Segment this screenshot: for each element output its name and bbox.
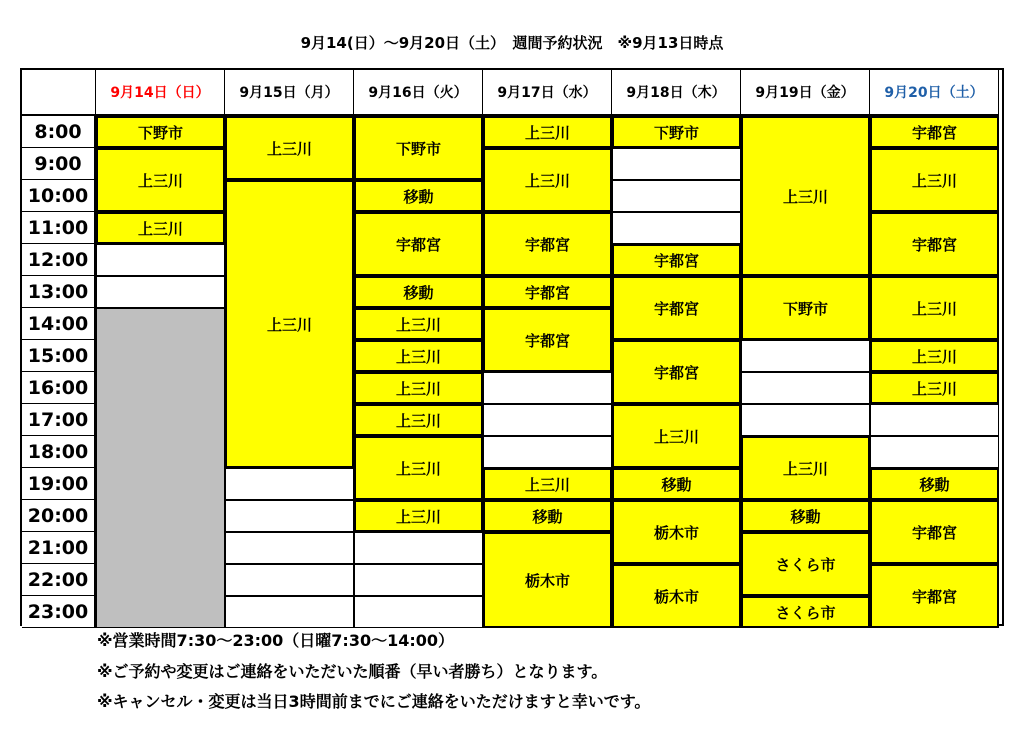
open-slot[interactable] bbox=[612, 148, 741, 180]
booking-block: 宇都宮 bbox=[870, 564, 999, 628]
page-title: 9月14(日）～9月20日（土） 週間予約状況 ※9月13日時点 bbox=[300, 34, 724, 52]
day-header: 9月16日（火） bbox=[354, 70, 483, 116]
time-label: 23:00 bbox=[22, 596, 96, 628]
booking-block: 上三川 bbox=[225, 180, 354, 468]
booking-block: 宇都宮 bbox=[612, 340, 741, 404]
booking-block: 上三川 bbox=[741, 436, 870, 500]
booking-block: 宇都宮 bbox=[870, 500, 999, 564]
booking-block: 上三川 bbox=[483, 148, 612, 212]
open-slot[interactable] bbox=[225, 468, 354, 500]
booking-block: 宇都宮 bbox=[483, 308, 612, 372]
open-slot[interactable] bbox=[96, 244, 225, 276]
open-slot[interactable] bbox=[870, 436, 999, 468]
day-header: 9月20日（土） bbox=[870, 70, 999, 116]
note-booking-order: ※ご予約や変更はご連絡をいただいた順番（早い者勝ち）となります。 bbox=[97, 662, 608, 681]
open-slot[interactable] bbox=[96, 276, 225, 308]
time-label: 11:00 bbox=[22, 212, 96, 244]
time-label: 13:00 bbox=[22, 276, 96, 308]
time-label: 16:00 bbox=[22, 372, 96, 404]
day-header: 9月18日（木） bbox=[612, 70, 741, 116]
booking-block: 上三川 bbox=[354, 404, 483, 436]
booking-block: 上三川 bbox=[870, 276, 999, 340]
booking-block: 下野市 bbox=[741, 276, 870, 340]
time-label: 18:00 bbox=[22, 436, 96, 468]
booking-block: 上三川 bbox=[483, 468, 612, 500]
open-slot[interactable] bbox=[225, 532, 354, 564]
booking-block: 下野市 bbox=[354, 116, 483, 180]
corner-cell bbox=[22, 70, 96, 116]
booking-block: 宇都宮 bbox=[612, 276, 741, 340]
day-header: 9月19日（金） bbox=[741, 70, 870, 116]
booking-block: さくら市 bbox=[741, 596, 870, 628]
booking-block: 宇都宮 bbox=[612, 244, 741, 276]
booking-block: さくら市 bbox=[741, 532, 870, 596]
booking-block: 上三川 bbox=[741, 116, 870, 276]
booking-block: 宇都宮 bbox=[354, 212, 483, 276]
booking-block: 上三川 bbox=[870, 372, 999, 404]
open-slot[interactable] bbox=[870, 404, 999, 436]
booking-block: 栃木市 bbox=[612, 564, 741, 628]
booking-block: 上三川 bbox=[354, 500, 483, 532]
open-slot[interactable] bbox=[741, 340, 870, 372]
time-label: 10:00 bbox=[22, 180, 96, 212]
booking-block: 上三川 bbox=[354, 372, 483, 404]
day-header: 9月17日（水） bbox=[483, 70, 612, 116]
time-label: 12:00 bbox=[22, 244, 96, 276]
open-slot[interactable] bbox=[612, 180, 741, 212]
open-slot[interactable] bbox=[354, 596, 483, 628]
time-label: 20:00 bbox=[22, 500, 96, 532]
booking-block: 下野市 bbox=[612, 116, 741, 148]
time-label: 15:00 bbox=[22, 340, 96, 372]
day-header: 9月15日（月） bbox=[225, 70, 354, 116]
booking-block: 上三川 bbox=[354, 340, 483, 372]
open-slot[interactable] bbox=[483, 404, 612, 436]
open-slot[interactable] bbox=[225, 564, 354, 596]
booking-block: 移動 bbox=[741, 500, 870, 532]
schedule-grid bbox=[20, 68, 1004, 626]
booking-block: 移動 bbox=[483, 500, 612, 532]
booking-block: 上三川 bbox=[96, 212, 225, 244]
time-label: 8:00 bbox=[22, 116, 96, 148]
open-slot[interactable] bbox=[354, 532, 483, 564]
booking-block: 栃木市 bbox=[612, 500, 741, 564]
day-header: 9月14日（日） bbox=[96, 70, 225, 116]
booking-block: 上三川 bbox=[96, 148, 225, 212]
open-slot[interactable] bbox=[483, 372, 612, 404]
booking-block: 上三川 bbox=[354, 308, 483, 340]
note-hours: ※営業時間7:30～23:00（日曜7:30～14:00） bbox=[97, 631, 455, 650]
time-label: 17:00 bbox=[22, 404, 96, 436]
booking-block: 上三川 bbox=[612, 404, 741, 468]
booking-block: 下野市 bbox=[96, 116, 225, 148]
closed-block bbox=[96, 308, 225, 628]
open-slot[interactable] bbox=[741, 404, 870, 436]
booking-block: 上三川 bbox=[225, 116, 354, 180]
booking-block: 宇都宮 bbox=[483, 212, 612, 276]
booking-block: 上三川 bbox=[870, 340, 999, 372]
time-label: 19:00 bbox=[22, 468, 96, 500]
booking-block: 移動 bbox=[612, 468, 741, 500]
booking-block: 栃木市 bbox=[483, 532, 612, 628]
booking-block: 宇都宮 bbox=[870, 116, 999, 148]
time-label: 22:00 bbox=[22, 564, 96, 596]
booking-block: 移動 bbox=[870, 468, 999, 500]
time-label: 14:00 bbox=[22, 308, 96, 340]
open-slot[interactable] bbox=[225, 596, 354, 628]
open-slot[interactable] bbox=[225, 500, 354, 532]
booking-block: 宇都宮 bbox=[483, 276, 612, 308]
time-label: 21:00 bbox=[22, 532, 96, 564]
open-slot[interactable] bbox=[741, 372, 870, 404]
open-slot[interactable] bbox=[354, 564, 483, 596]
booking-block: 上三川 bbox=[483, 116, 612, 148]
booking-block: 移動 bbox=[354, 276, 483, 308]
booking-block: 上三川 bbox=[870, 148, 999, 212]
open-slot[interactable] bbox=[612, 212, 741, 244]
booking-block: 上三川 bbox=[354, 436, 483, 500]
open-slot[interactable] bbox=[483, 436, 612, 468]
note-cancellation: ※キャンセル・変更は当日3時間前までにご連絡をいただけますと幸いです。 bbox=[97, 692, 651, 711]
booking-block: 移動 bbox=[354, 180, 483, 212]
time-label: 9:00 bbox=[22, 148, 96, 180]
booking-block: 宇都宮 bbox=[870, 212, 999, 276]
